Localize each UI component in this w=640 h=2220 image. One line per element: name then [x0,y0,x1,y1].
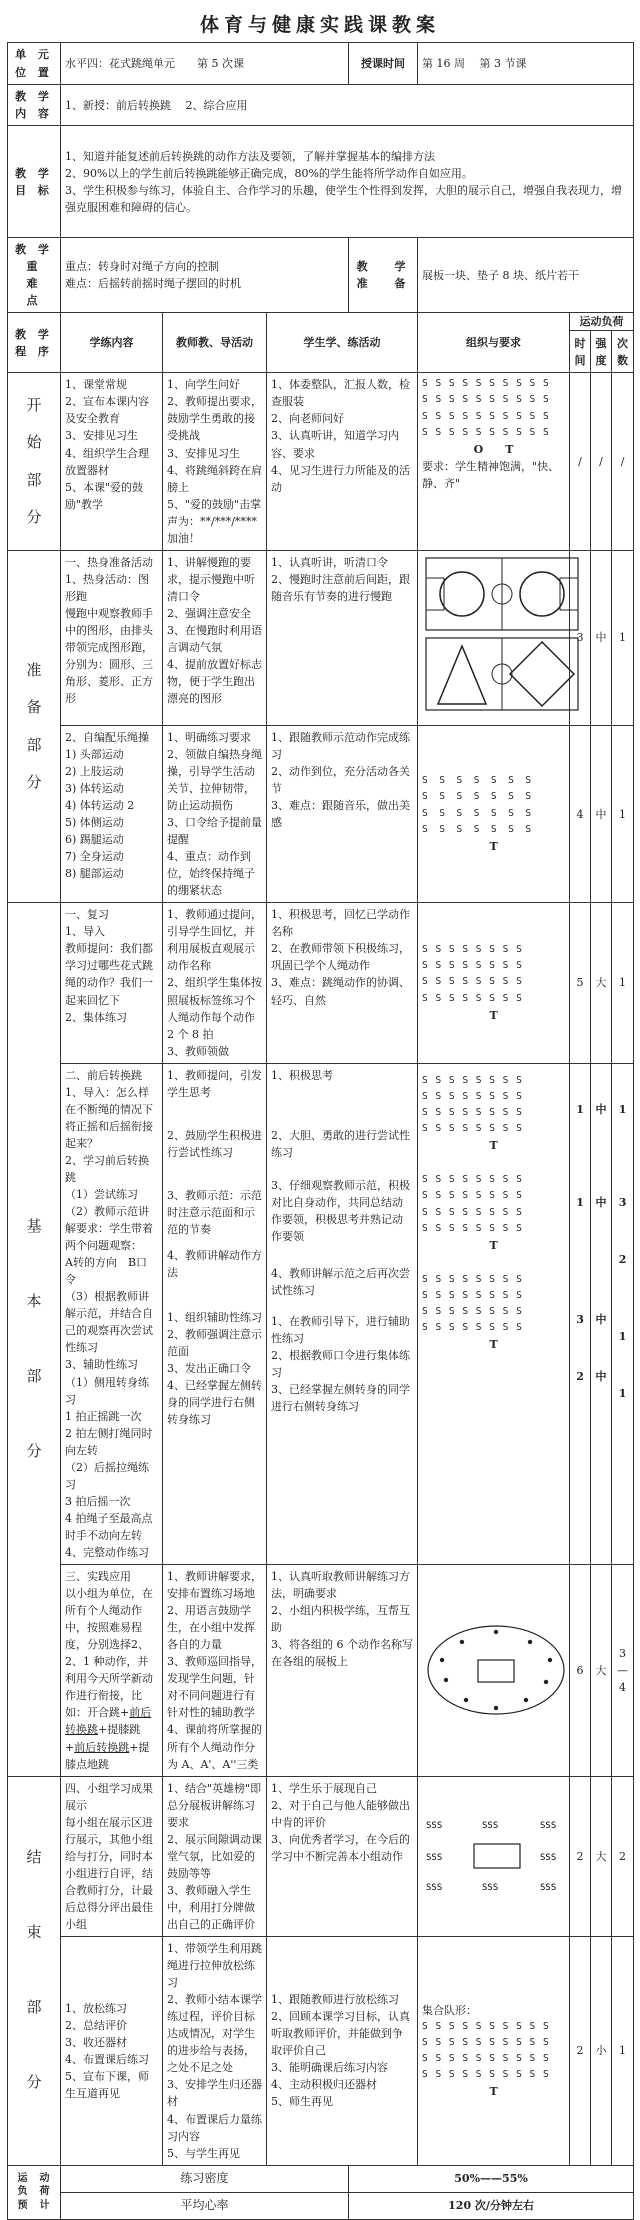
group-mark: SSS [482,1883,499,1894]
group-mark: SSS [426,1853,443,1864]
basic-content-1: 一、复习 1、导入 教师提问：我们都学习过哪些花式跳绳的动作？我们一起来回忆下 2、集体练习 [61,903,163,1063]
end-student-2: 1、跟随教师进行放松练习 2、回顾本课学习目标，认真听取教师评价，并能做到争取评价自己 3、能明确课后练习内容 4、主动积极归还器材 5、师生再见 [267,1937,418,2166]
content-value: 1、新授：前后转换跳 2、综合应用 [61,85,634,126]
unit-label: 单 元 位 置 [8,43,61,85]
circle-route [440,572,484,616]
load-time: 3 [570,550,591,725]
teacher-position: T [489,839,498,853]
teacher-step: 2、鼓励学生积极进行尝试性练习 [167,1128,262,1159]
display-area [474,1844,520,1868]
basic-content-3 [61,1565,163,1777]
start-student: 1、体委整队，汇报人数，检查服装 2、向老师问好 3、认真听讲，知道学习内容、要求 4、见习生进行力所能及的活动 [267,373,418,550]
load-intensity: 中 [591,725,612,902]
requirement: 要求：学生精神饱满，"快、静、齐" [422,459,560,490]
load-intensity-column [591,1063,612,1564]
load-times: 1 [618,1102,627,1116]
formation: S S S S S S S S S S S S S S S S S S S S S S S S S S S S [422,775,533,835]
group-mark: SSS [540,1883,557,1894]
end-content-1: 四、小组学习成果展示 每小组在展示区进行展示，其他小组给与打分，同时本小组进行自评，结合教师打分，计最后总得分评出最佳小组 [61,1776,163,1936]
load-time: 1 [576,1102,584,1116]
load-times: 1 [612,725,634,902]
prep-value: 展板一块、垫子 8 块、纸片若干 [418,238,634,313]
load-times: 1 [618,1386,627,1400]
lesson-plan-table [7,42,634,2220]
content-label: 教 学 内 容 [8,85,61,126]
load-time: 2 [570,1776,591,1936]
time-header: 时 间 [570,331,591,373]
load-header: 运动负荷 [570,313,634,331]
teacher-position: T [489,1008,498,1022]
load-times: 1 [612,1937,634,2166]
student-activity-header: 学生学、练活动 [267,313,418,373]
student-dot [494,1630,498,1634]
key-difficult-label: 教 学 重 难 点 [8,238,61,313]
basic-student-2 [267,1063,418,1564]
end-teacher-1: 1、结合"英雄榜"即总分展板讲解练习要求 2、展示间隙调动课堂气氛，比如爱的鼓励等等 3、教师融入学生中，利用打分牌做出自己的正确评价 [163,1776,267,1936]
load-time: 3 [576,1312,584,1326]
practice-text: 三、实践应用 以小组为单位，在所有个人绳动作中，按照难易程度，分别选择2、2、1 种动作，并利用今天所学新动作进行衔接，比如：开合跳+ [65,1570,153,1720]
prep-organization-2 [418,725,570,902]
density-value: 50%——55% [349,2165,634,2192]
teacher-step: 3、教师示范：示范时注意示范面和示范的节奏 [167,1188,262,1236]
end-student-1: 1、学生乐于展现自己 2、对于自己与他人能够做出中肯的评价 3、向优秀者学习，在今后的学习中不断完善本小组动作 [267,1776,418,1936]
teacher-position: T [489,1238,498,1252]
key-point: 重点：转身时对绳子方向的控制 [65,260,219,274]
load-time: 4 [570,725,591,902]
load-intensity: 大 [591,1565,612,1777]
teacher-position: T [489,2085,498,2099]
density-label: 练习密度 [61,2165,349,2192]
forecast-label: 运 动 负 荷 预 计 [8,2165,61,2219]
end-content-2: 1、放松练习 2、总结评价 3、收还器材 4、布置课后练习 5、宣布下课，师生互道再见 [61,1937,163,2166]
load-times: 1 [612,550,634,725]
load-intensity: 中 [595,1102,607,1116]
student-dot [528,1640,532,1644]
basic-organization-3 [418,1565,570,1777]
prep-teacher-1: 1、讲解慢跑的要求，提示慢跑中听清口令 2、强调注意安全 3、在慢跑时利用语言调动气氛 4、提前放置好标志物，便于学生跑出漂亮的图形 [163,550,267,725]
display-board [478,1660,514,1682]
procedure-header: 教 学 程 序 [8,313,61,373]
student-content-header: 学练内容 [61,313,163,373]
load-time: / [570,373,591,550]
diamond-route [510,642,574,706]
prep-label: 教 学 准 备 [349,238,418,313]
circle-route [520,572,564,616]
load-intensity: 大 [591,1776,612,1936]
load-times-column [612,1063,634,1564]
basic-teacher-3: 1、教师讲解要求，安排布置练习场地 2、用语言鼓励学生，在小组中发挥各自的力量 3、教师巡回指导，发现学生问题，针对不同问题进行有针对性的辅助教学 4、课前将所掌握的所有个人绳动作分为 A、A'、A''三类 [163,1565,267,1777]
heart-rate-value: 120 次/分钟左右 [349,2192,634,2219]
triangle-route [438,646,486,704]
load-intensity: 中 [591,550,612,725]
group-practice-diagram [422,1620,570,1720]
goal-item: 1、知道并能复述前后转换跳的动作方法及要领，了解并掌握基本的编排方法 [65,149,435,163]
student-dot [444,1678,448,1682]
formation: S S S S S S S S S S S S S S S S S S S S S S S S S S S S S S S S [422,1174,523,1234]
running-shapes-diagram [422,554,582,714]
student-dot [524,1698,528,1702]
basic-section-label: 基 本 部 分 [8,903,61,1776]
load-intensity: 中 [595,1369,607,1383]
load-times: 2 [612,1776,634,1936]
load-times: 2 [618,1252,627,1266]
prep-section-label: 准 备 部 分 [8,550,61,902]
load-intensity: 小 [591,1937,612,2166]
student-dot [440,1658,444,1662]
practice-area-oval [428,1626,564,1714]
student-step: 1、在教师引导下，进行辅助性练习 2、根据教师口令进行集体练习 3、已经掌握左侧转身的同学进行右侧转身练习 [271,1314,410,1413]
teacher-position: T [489,1338,498,1352]
load-time-column [570,1063,591,1564]
goal-label: 教 学 目 标 [8,126,61,238]
prep-student-1: 1、认真听讲，听清口令 2、慢跑时注意前后间距，跟随音乐有节奏的进行慢跑 [267,550,418,725]
start-content: 1、课堂常规 2、宣布本课内容及安全教育 3、安排见习生 4、组织学生合理放置器材 5、本课"爱的鼓励"教学 [61,373,163,550]
student-step: 3、仔细观察教师示范，积极对比自身动作，共同总结动作要领，积极思考并熟记动作要领 [271,1178,410,1243]
display-area-diagram [422,1816,572,1896]
unit-value: 水平四：花式跳绳单元 第 5 次课 [61,43,349,85]
basic-organization-2 [418,1063,570,1564]
student-step: 4、教师讲解示范之后再次尝试性练习 [271,1266,410,1297]
load-time: 1 [576,1195,584,1209]
load-times: 3 [618,1195,627,1209]
formation-label: 集合队形： [422,2003,478,2017]
formation: S S S S S S S S S S S S S S S S S S S S S S S S S S S S S S S S [422,944,523,1004]
organization-header: 组织与要求 [418,313,570,373]
load-times: 1 [618,1329,627,1343]
formation: S S S S S S S S S S S S S S S S S S S S S S S S S S S S S S S S S S S S S S S S [422,2020,550,2080]
time-label: 授课时间 [349,43,418,85]
load-intensity: 大 [591,903,612,1063]
times-header: 次 数 [612,331,634,373]
start-teacher: 1、向学生问好 2、教师提出要求，鼓励学生勇敢的接受挑战 3、安排见习生 4、将跳绳斜跨在肩膀上 5、"爱的鼓励"击掌声为：**/***/****加油！ [163,373,267,550]
page-title: 体育与健康实践课教案 [199,14,440,36]
end-organization-1 [418,1776,570,1936]
group-mark: SSS [482,1821,499,1832]
teacher-step: 4、教师讲解动作方法 [167,1248,262,1279]
load-time: 6 [570,1565,591,1777]
intensity-header: 强 度 [591,331,612,373]
prep-teacher-2: 1、明确练习要求 2、领做自编热身绳操，引导学生活动关节、拉伸韧带，防止运动损伤 3、口令给予提前量提醒 4、重点：动作到位，始终保持绳子的绷紧状态 [163,725,267,902]
load-time: 2 [570,1937,591,2166]
prep-content-2: 2、自编配乐绳操 1) 头部运动 2) 上肢运动 3) 体转运动 4) 体转运动 2 5) 体侧运动 6) 踢腿运动 7) 全身运动 8) 腿部运动 [61,725,163,902]
basic-content-2: 二、前后转换跳 1、导入：怎么样在不断绳的情况下将正摇和后摇衔接起来？ 2、学习前后转换跳 （1）尝试练习 （2）教师示范讲解要求：学生带着两个问题观察： A转的方向 B口令 （3）根据教师讲解示范，并结合自己的观察再次尝试性练习 3、辅助性练习 （1）侧甩转身练习 1 拍正摇跳一次 2 拍左侧打绳同时向左转 （2）后摇拉绳练习 3 拍后摇一次 4 拍绳子至最高点时手不动向左转 4、完整动作练习 [61,1063,163,1564]
practice-highlight: 前后转换跳 [65,1706,152,1737]
student-dot [548,1658,552,1662]
group-mark: SSS [426,1821,443,1832]
formation: S S S S S S S S S S S S S S S S S S S S S S S S S S S S S S S S [422,1074,523,1135]
formation: S S S S S S S S S S S S S S S S S S S S S S S S S S S S S S S S S S S S S S S S [422,378,550,438]
practice-text: +提膝点地跳 [65,1740,150,1771]
goal-item: 3、学生积极参与练习，体验自主、合作学习的乐趣，使学生个性得到发挥，大胆的展示自己，增强自我表现力，增强克服困难和障碍的信心。 [65,183,622,214]
heart-rate-label: 平均心率 [61,2192,349,2219]
end-organization-2 [418,1937,570,2166]
basic-student-1: 1、积极思考，回忆已学动作名称 2、在教师带领下积极练习，巩固已学个人绳动作 3、难点：跳绳动作的协调、轻巧、自然 [267,903,418,1063]
load-time: 5 [570,903,591,1063]
teacher-header: 教师教、导活动 [163,313,267,373]
difficult-point: 难点：后摇转前摇时绳子摆回的时机 [65,277,241,291]
load-time: 2 [576,1369,584,1383]
basic-student-3: 1、认真听取教师讲解练习方法，明确要求 2、小组内积极学练，互帮互助 3、将各组的 6 个动作名称写在各组的展板上 [267,1565,418,1777]
formation: S S S S S S S S S S S S S S S S S S S S S S S S S S S S S S S S [422,1273,523,1334]
prep-content-1: 一、热身准备活动 1、热身活动：图形跑 慢跑中观察教师手中的图形，由排头带领完成图形跑，分别为：圆形、三角形、菱形、正方形 [61,550,163,725]
basic-organization-1 [418,903,570,1063]
student-dot [494,1706,498,1710]
court-key-left [426,578,444,610]
basic-teacher-2 [163,1063,267,1564]
end-section-label: 结 束 部 分 [8,1776,61,2165]
teacher-position: O T [473,442,514,456]
load-intensity: 中 [595,1195,607,1209]
prep-organization-1 [418,550,570,725]
student-dot [460,1640,464,1644]
start-section-label: 开 始 部 分 [8,373,61,550]
time-value: 第 16 周 第 3 节课 [418,43,634,85]
load-times: 3 — 4 [612,1565,634,1777]
load-intensity: 中 [595,1312,607,1326]
load-intensity: / [591,373,612,550]
student-dot [544,1680,548,1684]
goal-item: 2、90%以上的学生前后转换跳能够正确完成，80%的学生能将所学动作自如应用。 [65,166,473,180]
load-times: / [612,373,634,550]
load-times: 1 [612,903,634,1063]
teacher-step: 1、教师提问，引发学生思考 [167,1068,262,1099]
group-mark: SSS [540,1821,557,1832]
end-teacher-2: 1、带领学生利用跳绳进行拉伸放松练习 2、教师小结本课学练过程，评价目标达成情况，对学生的进步给与表扬，之处不足之处 3、安排学生归还器材 4、布置课后力量练习内容 5、与学生再见 [163,1937,267,2166]
student-dot [464,1698,468,1702]
prep-student-2: 1、跟随教师示范动作完成练习 2、动作到位，充分活动各关节 3、难点：跟随音乐，做出美感 [267,725,418,902]
practice-text: +提膝跳+ [65,1723,141,1754]
student-step: 2、大胆、勇敢的进行尝试性练习 [271,1128,410,1159]
group-mark: SSS [426,1883,443,1894]
group-mark: SSS [540,1853,557,1864]
teacher-step: 1、组织辅助性练习 2、教师强调注意示范面 3、发出正确口令 4、已经掌握左侧转身的同学进行右侧转身练习 [167,1310,262,1426]
basic-teacher-1: 1、教师通过提问，引导学生回忆，并利用展板直观展示动作名称 2、组织学生集体按照展板标签练习个人绳动作每个动作 2 个 8 拍 3、教师领做 [163,903,267,1063]
teacher-position: T [489,1139,498,1153]
start-organization [418,373,570,550]
student-step: 1、积极思考 [271,1068,333,1082]
practice-highlight: 前后转换跳 [74,1740,130,1754]
